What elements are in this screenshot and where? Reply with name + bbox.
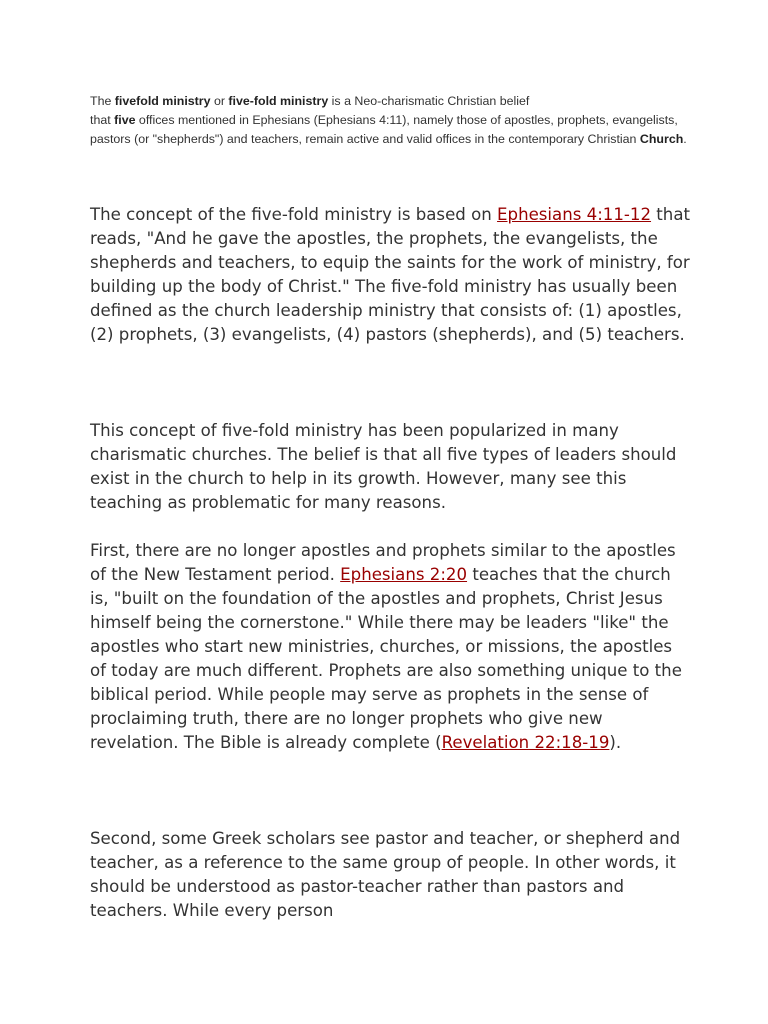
intro-text: is a Neo-charismatic Christian belief [328, 94, 530, 108]
intro-text: or [210, 94, 229, 108]
term-five: five [114, 113, 136, 127]
paragraph-text: This concept of five-fold ministry has been popularized in many charismatic churches. The belief is that all five types of leaders should exist in the church to help in its growth. However, many see this teaching as problematic for many reasons. [90, 421, 677, 512]
ephesians-4-11-12-link[interactable]: Ephesians 4:11-12 [497, 205, 652, 224]
paragraph-text: Second, some Greek scholars see pastor and teacher, or shepherd and teacher, as a reference to the same group of people. In other words, it should be understood as pastor-teacher rather than pastors and teachers. While every person [90, 829, 681, 920]
paragraph-concept [90, 203, 690, 347]
paragraph-second-reason [90, 827, 690, 923]
intro-text: offices mentioned in Ephesians (Ephesians 4:11), namely those of apostles, prophets, evangelists, pastors (or "shepherds") and teachers, remain active and valid offices in the contemporary Christian [90, 113, 678, 146]
term-church: Church [639, 132, 684, 146]
paragraph-text: ). [609, 733, 622, 752]
ephesians-2-20-link[interactable]: Ephesians 2:20 [340, 565, 468, 584]
revelation-22-18-19-link[interactable]: Revelation 22:18-19 [441, 733, 610, 752]
intro-text: that [90, 113, 115, 127]
paragraph-text: First, there are no longer apostles and prophets similar to the apostles of the New Testament period. [90, 541, 676, 584]
paragraph-text: that reads, "And he gave the apostles, the prophets, the evangelists, the shepherds and teachers, to equip the saints for the work of ministry, for building up the body of Christ." The five-fold ministry has usually been defined as the church leadership ministry that consists of: (1) apostles, (2) prophets, (3) evangelists, (4) pastors (shepherds), and (5) teachers. [90, 205, 691, 344]
paragraph-text: teaches that the church is, "built on the foundation of the apostles and prophets, Christ Jesus himself being the cornerstone." While there may be leaders "like" the apostles who start new ministries, churches, or missions, the apostles of today are much different. Prophets are also something unique to the biblical period. While people may serve as prophets in the sense of proclaiming truth, there are no longer prophets who give new revelation. The Bible is already complete ( [90, 565, 682, 752]
paragraph-text: The concept of the five-fold ministry is based on [90, 205, 498, 224]
term-five-fold-ministry: five-fold ministry [228, 94, 329, 108]
intro-text: The [90, 94, 115, 108]
intro-paragraph [90, 92, 690, 149]
paragraph-first-reason [90, 539, 690, 755]
intro-text: . [683, 132, 687, 146]
term-fivefold-ministry: fivefold ministry [114, 94, 211, 108]
paragraph-popularized [90, 419, 690, 515]
